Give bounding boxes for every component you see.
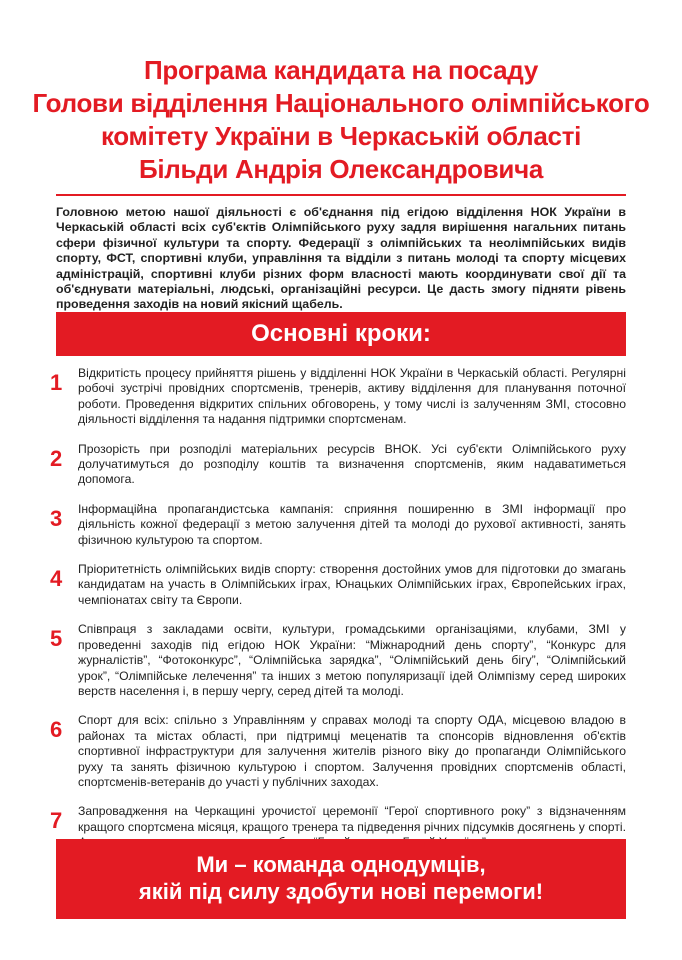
step-text: Відкритість процесу прийняття рішень у відділенні НОК України в Черкаській області. Регулярні робочі зустрічі провідних спортсменів, тренерів, активу відділення для планування поточної роботи. Проведення відкритих спільних обговорень, у тому числі із залученням ЗМІ, стосовно діяльності відділення та надання підтримки спортсменам. — [78, 366, 626, 427]
steps-heading-banner — [56, 312, 626, 356]
step-text: Співпраця з закладами освіти, культури, громадськими організаціями, клубами, ЗМІ у проведенні заходів під егідою НОК України: “Міжнародний день спорту”, “Конкурс для журналістів”, “Фотоконкурс”, “Олімпійська зарядка”, “Олімпійський день бігу”, “Олімпійський урок”, “Олімпійське лелечення” та інших з метою популяризації ідей Олімпізму серед широких верств населення і, в першу чергу, серед дітей та молоді. — [78, 622, 626, 698]
step-text: Спорт для всіх: спільно з Управлінням у справах молоді та спорту ОДА, місцевою владою в районах та містах області, при підтримці меценатів та спонсорів відновлення об'єктів спортивної інфраструктури для залучення жителів різного віку до пропаганди Олімпійського руху та занять фізичною культурою і спортом. Залучення провідних спортсменів області, спортсменів-ветеранів до участі у публічних заходах. — [78, 713, 626, 789]
step-text: Запровадження на Черкащині урочистої церемонії “Герої спортивного року” з відзначенням кращого спортсмена місяця, кращого тренера та підведення річних підсумків досягнень у спорті. — [78, 804, 626, 834]
step-text: Інформаційна пропагандистська кампанія: сприяння поширенню в ЗМІ інформації про діяльність кожної федерації з метою залучення дітей та молоді до рухової активності, занять фізичною культурою та спортом. — [78, 501, 626, 547]
step-number: 3 — [50, 505, 63, 531]
step-item — [50, 442, 626, 488]
slogan-banner — [56, 839, 626, 919]
step-item — [50, 622, 626, 699]
title-line: комітету України в Черкаській області — [100, 121, 582, 151]
title-line: Голови відділення Національного олімпійського — [32, 88, 650, 118]
title-line: Більди Андрія Олександровича — [138, 154, 544, 184]
steps-heading: Основні кроки: — [251, 320, 431, 347]
step-text: Прозорість при розподілі матеріальних ресурсів ВНОК. Усі суб'єкти Олімпійського руху долучатимуться до розподілу коштів та визначення спортсменів, яким надаватиметься допомога. — [78, 441, 626, 487]
step-number: 4 — [50, 566, 63, 592]
step-number: 7 — [50, 808, 63, 834]
step-text: Пріоритетність олімпійських видів спорту: створення достойних умов для підготовки до змагань кандидатам на участь в Олімпійських іграх, Юнацьких Олімпійських іграх, Європейських іграх, чемпіонатах світу та Європи. — [78, 562, 626, 607]
step-item — [50, 713, 626, 790]
step-item — [50, 562, 626, 608]
document-title — [20, 54, 662, 186]
step-item — [50, 366, 626, 428]
steps-list — [50, 366, 626, 851]
step-number: 2 — [50, 445, 63, 471]
step-number: 6 — [50, 717, 63, 743]
intro-paragraph: Головною метою нашої діяльності є об'єднання під егідою відділення НОК України в Черкаській області всіх суб'єктів Олімпійського руху задля вирішення нагальних питань сфери фізичної культури та спорту. Федерації з олімпійських та неолімпійських видів спорту, ФСТ, спортивні клуби, управління та відділи з питань молоді та спорту місцевих адміністрацій, спортивні клуби різних форм власності мають координувати свої дії та об'єднувати матеріальні, людські, організаційні ресурси. Це дасть змогу підняти рівень проведення заходів на новий якісний щабель. — [56, 205, 626, 312]
step-item — [50, 502, 626, 548]
step-number: 5 — [50, 626, 63, 652]
divider — [56, 194, 626, 196]
title-line: Програма кандидата на посаду — [144, 55, 538, 85]
slogan-line: Ми – команда однодумців, — [196, 852, 486, 877]
slogan-line: якій під силу здобути нові перемоги! — [138, 879, 544, 904]
step-number: 1 — [50, 370, 63, 395]
